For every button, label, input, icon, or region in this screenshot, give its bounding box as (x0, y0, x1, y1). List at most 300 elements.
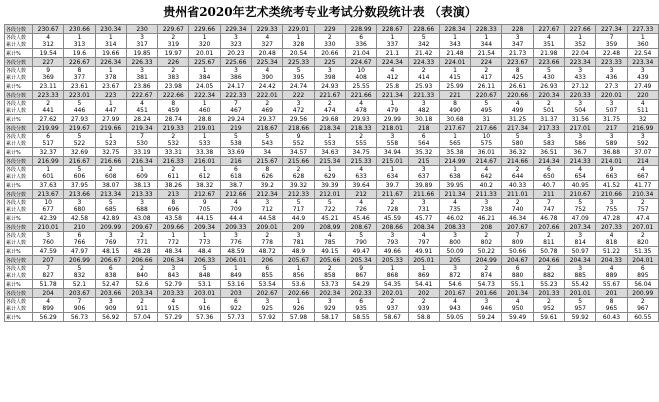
table-cell: 206.99 (64, 256, 95, 265)
count-row (5, 34, 659, 49)
table-cell: 220 (627, 91, 658, 100)
table-cell: 1 772 (158, 232, 189, 247)
table-cell: 3 504 (565, 100, 596, 115)
table-cell: 223.01 (64, 91, 95, 100)
table-cell: 39.95 (439, 181, 470, 190)
table-cell: 59.24 (471, 313, 502, 322)
table-cell: 23.67 (95, 82, 126, 91)
table-cell: 5 430 (533, 67, 564, 82)
row-label: 各段人数 累计人数 (5, 232, 33, 247)
table-cell: 48.34 (158, 247, 189, 256)
count-row (5, 67, 659, 82)
table-cell: 46.34 (502, 214, 533, 223)
table-cell: 204.01 (627, 256, 658, 265)
table-cell: 218.01 (377, 124, 408, 133)
table-cell: 3 929 (314, 298, 345, 313)
table-cell: 7 827 (33, 265, 64, 280)
table-cell: 54.6 (439, 280, 470, 289)
row-label: 各段人数 累计人数 (5, 199, 33, 214)
table-cell: 220.33 (565, 91, 596, 100)
table-cell: 210.66 (596, 190, 627, 199)
table-cell: 3 398 (314, 67, 345, 82)
table-cell: 48.28 (126, 247, 157, 256)
row-label: 各段人数 累计人数 (5, 100, 33, 115)
table-cell: 1 868 (377, 265, 408, 280)
table-cell: 1 479 (377, 100, 408, 115)
table-cell: 45.46 (345, 214, 376, 223)
table-cell: 214.67 (471, 157, 502, 166)
table-cell: 1 553 (314, 133, 345, 148)
table-cell: 203.34 (126, 289, 157, 298)
table-cell: 33.69 (220, 148, 251, 157)
table-cell: 229.34 (220, 25, 251, 34)
table-cell: 37.63 (33, 181, 64, 190)
table-cell: 217.66 (471, 124, 502, 133)
table-cell: 19.97 (158, 49, 189, 58)
table-cell: 216.67 (64, 157, 95, 166)
table-cell: 9 552 (283, 133, 314, 148)
table-cell: 38.07 (95, 181, 126, 190)
table-cell: 5 522 (64, 133, 95, 148)
table-cell: 4 327 (252, 34, 283, 49)
table-cell: 31.56 (565, 115, 596, 124)
table-cell: 214.99 (439, 157, 470, 166)
table-cell: 221.33 (408, 91, 439, 100)
table-cell: 55.67 (596, 280, 627, 289)
table-cell: 217.01 (565, 124, 596, 133)
table-cell: 213.66 (64, 190, 95, 199)
table-cell: 223.33 (596, 58, 627, 67)
table-cell: 48.15 (95, 247, 126, 256)
table-cell: 51.35 (627, 247, 658, 256)
table-cell: 222.33 (220, 91, 251, 100)
table-cell: 3 680 (64, 199, 95, 214)
table-cell: 202.66 (283, 289, 314, 298)
table-cell: 21.42 (408, 49, 439, 58)
table-cell: 28.74 (158, 115, 189, 124)
table-cell: 1 328 (283, 34, 314, 49)
table-cell: 230 (126, 25, 157, 34)
table-cell: 34 (252, 148, 283, 157)
table-cell: 215.34 (314, 157, 345, 166)
score-row (5, 223, 659, 232)
table-cell: 222.01 (252, 91, 283, 100)
table-cell: 3 909 (95, 298, 126, 313)
table-cell: 226.34 (95, 58, 126, 67)
table-cell: 3 814 (565, 232, 596, 247)
score-row (5, 289, 659, 298)
table-cell: 51.78 (33, 280, 64, 289)
table-cell: 211.01 (502, 190, 533, 199)
table-cell: 207.33 (596, 223, 627, 232)
table-cell: 219 (220, 124, 251, 133)
table-cell: 59.92 (565, 313, 596, 322)
table-cell: 211.67 (377, 190, 408, 199)
table-cell: 57.73 (220, 313, 251, 322)
table-cell: 8 696 (158, 199, 189, 214)
table-cell: 36.32 (502, 148, 533, 157)
table-cell: 204.33 (596, 256, 627, 265)
table-cell: 201.33 (533, 289, 564, 298)
table-cell: 223.34 (627, 58, 658, 67)
table-cell: 217.67 (439, 124, 470, 133)
table-cell: 57.98 (283, 313, 314, 322)
table-cell: 222.34 (189, 91, 220, 100)
table-cell: 27.49 (627, 82, 658, 91)
table-cell: 208.66 (377, 223, 408, 232)
table-cell: 217 (596, 124, 627, 133)
table-cell: 221 (439, 91, 470, 100)
table-cell: 2 414 (408, 67, 439, 82)
table-cell: 224.01 (439, 58, 470, 67)
table-cell: 44.15 (189, 214, 220, 223)
table-cell: 44.4 (220, 214, 251, 223)
table-cell: 2 417 (471, 67, 502, 82)
table-cell: 3 776 (220, 232, 251, 247)
table-cell: 204 (33, 289, 64, 298)
row-label: 累计% (5, 214, 33, 223)
table-cell: 224.67 (345, 58, 376, 67)
table-cell: 45.21 (314, 214, 345, 223)
table-cell: 3 386 (220, 67, 251, 82)
table-cell: 34.57 (283, 148, 314, 157)
table-cell: 6 650 (533, 166, 564, 181)
table-cell: 230.66 (64, 25, 95, 34)
score-row (5, 91, 659, 100)
table-cell: 1 384 (189, 67, 220, 82)
row-label: 各段分数 (5, 25, 33, 34)
table-cell: 49.66 (377, 247, 408, 256)
table-cell: 210.01 (33, 223, 64, 232)
table-cell: 206.67 (95, 256, 126, 265)
table-cell: 49.91 (408, 247, 439, 256)
table-cell: 24.74 (283, 82, 314, 91)
page-title: 贵州省2020年艺术类统考专业考试分数段统计表 （表演） (163, 5, 477, 19)
table-cell: 9 867 (345, 265, 376, 280)
table-cell: 209.99 (95, 223, 126, 232)
table-cell: 2 319 (158, 34, 189, 49)
table-cell: 6 935 (345, 298, 376, 313)
table-cell: 23.86 (126, 82, 157, 91)
table-cell: 38.26 (158, 181, 189, 190)
table-cell: 23.11 (33, 82, 64, 91)
table-cell: 3 800 (439, 232, 470, 247)
table-cell: 219.99 (33, 124, 64, 133)
table-cell: 26.61 (502, 82, 533, 91)
table-cell: 40.95 (565, 181, 596, 190)
table-cell: 220.67 (471, 91, 502, 100)
table-cell: 2 441 (33, 100, 64, 115)
table-cell: 39.64 (345, 181, 376, 190)
table-cell: 2 330 (314, 34, 345, 49)
table-cell: 212.66 (220, 190, 251, 199)
table-cell: 54.35 (377, 280, 408, 289)
table-cell: 1 565 (439, 133, 470, 148)
table-cell: 59.05 (439, 313, 470, 322)
count-row (5, 199, 659, 214)
table-cell: 5 495 (471, 100, 502, 115)
table-cell: 57.29 (158, 313, 189, 322)
table-cell: 1 638 (439, 166, 470, 181)
table-cell: 216.33 (158, 157, 189, 166)
table-cell: 205 (439, 256, 470, 265)
table-cell: 222.67 (126, 91, 157, 100)
table-cell: 1 926 (283, 298, 314, 313)
table-cell: 3 885 (565, 265, 596, 280)
table-cell: 27.93 (64, 115, 95, 124)
table-cell: 40.33 (502, 181, 533, 190)
table-cell: 2 967 (627, 298, 658, 313)
table-cell: 5 832 (64, 265, 95, 280)
row-label: 累计% (5, 115, 33, 124)
table-cell: 53.73 (314, 280, 345, 289)
table-cell: 218.67 (252, 124, 283, 133)
table-cell: 227.34 (596, 25, 627, 34)
table-cell: 5 790 (345, 232, 376, 247)
table-cell: 5 606 (64, 166, 95, 181)
table-cell: 1 352 (565, 34, 596, 49)
table-cell: 40.2 (471, 181, 502, 190)
table-cell: 29.93 (345, 115, 376, 124)
table-cell: 4 312 (33, 34, 64, 49)
table-cell: 228.34 (439, 25, 470, 34)
table-cell: 10 408 (345, 67, 376, 82)
table-cell: 34.63 (314, 148, 345, 157)
table-cell: 31.37 (533, 115, 564, 124)
table-cell: 42.58 (64, 214, 95, 223)
table-cell: 48.9 (283, 247, 314, 256)
table-cell: 39.7 (377, 181, 408, 190)
table-cell: 215.01 (377, 157, 408, 166)
table-cell: 201.67 (439, 289, 470, 298)
table-cell: 221.66 (345, 91, 376, 100)
table-cell: 215.67 (252, 157, 283, 166)
score-row (5, 256, 659, 265)
table-cell: 205.01 (408, 256, 439, 265)
table-cell: 23.98 (158, 82, 189, 91)
table-cell: 206 (252, 256, 283, 265)
table-cell: 218 (408, 124, 439, 133)
table-cell: 22.04 (565, 49, 596, 58)
cumulative-row (5, 82, 659, 91)
table-cell: 25.55 (345, 82, 376, 91)
table-cell: 216 (220, 157, 251, 166)
score-table (4, 24, 659, 322)
table-cell: 37.07 (627, 148, 658, 157)
table-cell: 5 685 (95, 199, 126, 214)
table-cell: 31.75 (596, 115, 627, 124)
table-cell: 27.3 (596, 82, 627, 91)
table-cell: 205.67 (283, 256, 314, 265)
row-label: 各段分数 (5, 190, 33, 199)
table-cell: 10 575 (471, 133, 502, 148)
table-cell: 1 523 (95, 133, 126, 148)
table-cell: 230.34 (95, 25, 126, 34)
table-cell: 4 478 (345, 100, 376, 115)
table-cell: 228 (502, 25, 533, 34)
table-cell: 39.39 (314, 181, 345, 190)
table-cell: 41.77 (627, 181, 658, 190)
table-cell: 5 752 (565, 199, 596, 214)
table-cell: 1 337 (377, 34, 408, 49)
table-cell: 2 644 (502, 166, 533, 181)
table-cell: 2 811 (533, 232, 564, 247)
table-cell: 57.04 (126, 313, 157, 322)
table-cell: 206.34 (158, 256, 189, 265)
table-cell: 229.67 (158, 25, 189, 34)
table-cell: 19.6 (64, 49, 95, 58)
table-cell: 32.37 (33, 148, 64, 157)
table-cell: 210.67 (565, 190, 596, 199)
table-cell: 4 451 (126, 100, 157, 115)
table-cell: 20.01 (189, 49, 220, 58)
row-label: 各段分数 (5, 157, 33, 166)
cumulative-row (5, 148, 659, 157)
table-cell: 50.22 (471, 247, 502, 256)
table-cell: 214.33 (565, 157, 596, 166)
table-cell: 24.42 (252, 82, 283, 91)
table-cell: 2 611 (158, 166, 189, 181)
table-cell: 4 351 (533, 34, 564, 49)
table-cell: 57.36 (189, 313, 220, 322)
table-cell: 208 (471, 223, 502, 232)
table-cell: 43.58 (158, 214, 189, 223)
table-cell: 39.89 (408, 181, 439, 190)
table-cell: 48.4 (189, 247, 220, 256)
table-cell: 204.34 (565, 256, 596, 265)
table-cell: 4 726 (345, 199, 376, 214)
table-cell: 2 469 (252, 100, 283, 115)
table-cell: 2 874 (471, 265, 502, 280)
table-cell: 35.38 (439, 148, 470, 157)
row-label: 各段人数 累计人数 (5, 265, 33, 280)
table-cell: 1 313 (64, 34, 95, 49)
table-cell: 209.34 (189, 223, 220, 232)
table-cell: 3 433 (565, 67, 596, 82)
count-row (5, 265, 659, 280)
table-cell: 1 320 (189, 34, 220, 49)
table-cell: 5 543 (252, 133, 283, 148)
table-cell: 50.66 (502, 247, 533, 256)
table-cell: 200.99 (627, 289, 658, 298)
table-cell: 227 (33, 58, 64, 67)
table-cell: 228.67 (377, 25, 408, 34)
table-cell: 25.8 (377, 82, 408, 91)
table-cell: 220.01 (596, 91, 627, 100)
table-cell: 3 482 (408, 100, 439, 115)
table-cell: 1 378 (95, 67, 126, 82)
table-cell: 30.68 (439, 115, 470, 124)
table-cell: 47.09 (565, 214, 596, 223)
table-cell: 4 889 (596, 265, 627, 280)
table-cell: 2 882 (533, 265, 564, 280)
table-cell: 29.99 (377, 115, 408, 124)
table-cell: 3 586 (565, 133, 596, 148)
table-cell: 5 848 (189, 265, 220, 280)
table-cell: 6 564 (408, 133, 439, 148)
table-cell: 208.33 (439, 223, 470, 232)
table-cell: 1 415 (439, 67, 470, 82)
table-cell: 2 757 (627, 199, 658, 214)
table-cell: 7 747 (533, 199, 564, 214)
table-cell: 202 (408, 289, 439, 298)
table-cell: 4 785 (314, 232, 345, 247)
table-cell: 3 793 (377, 232, 408, 247)
table-cell: 1 609 (126, 166, 157, 181)
table-cell: 201.34 (502, 289, 533, 298)
table-cell: 228.66 (408, 25, 439, 34)
table-cell: 2 858 (314, 265, 345, 280)
table-cell: 205.33 (377, 256, 408, 265)
table-cell: 20.23 (220, 49, 251, 58)
table-cell: 209.01 (252, 223, 283, 232)
table-cell: 21.1 (377, 49, 408, 58)
table-cell: 49.47 (345, 247, 376, 256)
table-cell: 6 517 (33, 133, 64, 148)
cumulative-row (5, 214, 659, 223)
row-label: 各段人数 累计人数 (5, 67, 33, 82)
table-cell: 33.31 (158, 148, 189, 157)
table-cell: 1 773 (189, 232, 220, 247)
row-label: 累计% (5, 313, 33, 322)
table-cell: 212.01 (314, 190, 345, 199)
table-cell: 204.67 (502, 256, 533, 265)
table-cell: 2 628 (283, 166, 314, 181)
table-cell: 53.6 (283, 280, 314, 289)
table-cell: 28.24 (126, 115, 157, 124)
row-label: 累计% (5, 82, 33, 91)
table-cell: 219.34 (126, 124, 157, 133)
table-cell: 215.66 (283, 157, 314, 166)
table-cell: 1 634 (377, 166, 408, 181)
table-cell: 41.52 (596, 181, 627, 190)
table-cell: 3 589 (596, 133, 627, 148)
table-cell: 225.33 (283, 58, 314, 67)
table-cell: 219.66 (95, 124, 126, 133)
table-cell: 8 459 (158, 100, 189, 115)
table-cell: 222.66 (158, 91, 189, 100)
table-cell: 47.59 (33, 247, 64, 256)
table-cell: 217.33 (533, 124, 564, 133)
table-cell: 3 769 (95, 232, 126, 247)
table-cell: 29.56 (283, 115, 314, 124)
table-cell: 229.01 (283, 25, 314, 34)
table-cell: 222 (283, 91, 314, 100)
table-cell: 220.34 (533, 91, 564, 100)
table-cell: 51.22 (596, 247, 627, 256)
row-label: 各段分数 (5, 256, 33, 265)
table-cell: 1 460 (189, 100, 220, 115)
table-cell: 7 906 (64, 298, 95, 313)
table-cell: 209.33 (220, 223, 251, 232)
table-cell: 216.01 (189, 157, 220, 166)
row-label: 累计% (5, 247, 33, 256)
table-cell: 2 937 (377, 298, 408, 313)
table-cell: 3 688 (126, 199, 157, 214)
row-label: 各段分数 (5, 223, 33, 232)
table-cell: 226.67 (64, 58, 95, 67)
table-cell: 226 (158, 58, 189, 67)
table-cell: 206.01 (220, 256, 251, 265)
table-cell: 6 880 (502, 265, 533, 280)
table-cell: 53.16 (220, 280, 251, 289)
count-row (5, 133, 659, 148)
score-row (5, 190, 659, 199)
table-cell: 42.39 (33, 214, 64, 223)
table-cell: 214 (627, 157, 658, 166)
table-cell: 37.95 (64, 181, 95, 190)
table-cell: 204.66 (533, 256, 564, 265)
